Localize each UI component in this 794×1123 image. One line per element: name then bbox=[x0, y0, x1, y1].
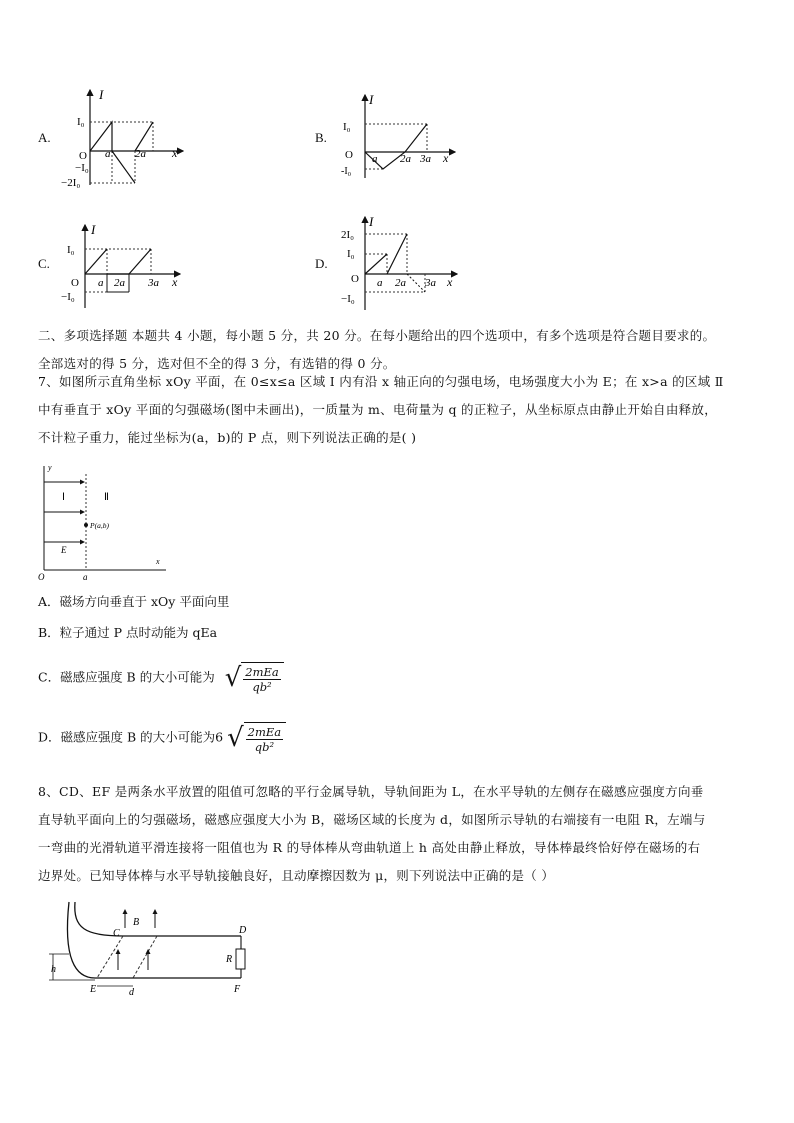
svg-text:I₀: I₀ bbox=[77, 116, 85, 128]
svg-text:R: R bbox=[226, 954, 233, 965]
svg-text:O: O bbox=[345, 149, 353, 161]
svg-text:x: x bbox=[172, 275, 178, 289]
svg-text:a: a bbox=[372, 153, 378, 165]
svg-text:x: x bbox=[156, 557, 160, 566]
svg-text:I₀: I₀ bbox=[347, 248, 355, 260]
graph-option-c bbox=[55, 220, 190, 310]
graph-option-b bbox=[335, 90, 465, 180]
option-c-label: C. bbox=[38, 256, 50, 271]
svg-text:3a: 3a bbox=[148, 277, 159, 289]
svg-text:E: E bbox=[61, 545, 67, 555]
svg-text:a: a bbox=[377, 277, 383, 289]
question-8-stem: 8、CD、EF 是两条水平放置的阻值可忽略的平行金属导轨，导轨间距为 L，在水平导轨的左侧存在磁感应强度方向垂 直导轨平面向上的匀强磁场，磁感应强度大小为 B，磁场区域的长度为 d，如图所示导轨的右端接有一电阻 R，左端与 一弯曲的光滑轨道平滑连接将一阻值也为 R 的导体棒从弯曲轨道上 h 高处由静止释放，导体棒最终恰好停在磁场的右 边界处。已知导体棒与水平导轨接触良好，且动摩擦因数为 μ，则下列说法中正确的是（ ） bbox=[38, 784, 706, 883]
svg-text:O: O bbox=[71, 277, 79, 289]
svg-text:2a: 2a bbox=[395, 277, 406, 289]
svg-text:C: C bbox=[113, 928, 120, 939]
question-7-figure bbox=[36, 462, 176, 584]
svg-text:I: I bbox=[369, 214, 374, 229]
svg-text:-I₀: -I₀ bbox=[341, 166, 352, 177]
svg-text:−I₀: −I₀ bbox=[61, 291, 75, 303]
option-a-label: A. bbox=[38, 130, 51, 145]
axis-i-label: I bbox=[99, 87, 104, 102]
option-b-label: B. bbox=[315, 130, 327, 145]
svg-text:P(a,b): P(a,b) bbox=[90, 521, 109, 530]
q7-option-d: D．磁感应强度 B 的大小可能为6 √ $\frac{\text{2mEa}}{\text{qb²}}$ bbox=[38, 722, 286, 754]
svg-text:2a: 2a bbox=[135, 148, 146, 160]
svg-text:O: O bbox=[79, 150, 87, 162]
svg-text:O: O bbox=[351, 273, 359, 285]
svg-text:h: h bbox=[51, 964, 56, 975]
section2-heading: 二、多项选择题 本题共 4 小题，每小题 5 分，共 20 分。在每小题给出的四个选项中，有多个选项是符合题目要求的。 全部选对的得 5 分，选对但不全的得 3 分，有选错的得 0 分。 bbox=[38, 328, 716, 371]
svg-text:x: x bbox=[443, 151, 449, 165]
svg-text:x: x bbox=[172, 146, 178, 160]
svg-text:Ⅱ: Ⅱ bbox=[104, 492, 109, 503]
svg-text:I: I bbox=[369, 92, 374, 107]
svg-text:2a: 2a bbox=[114, 277, 125, 289]
svg-text:O: O bbox=[38, 572, 45, 582]
graph-option-d bbox=[335, 212, 465, 312]
svg-text:2a: 2a bbox=[400, 153, 411, 165]
svg-text:E: E bbox=[90, 984, 97, 995]
svg-text:a: a bbox=[105, 148, 111, 160]
svg-text:x: x bbox=[447, 275, 453, 289]
q7-option-b: B．粒子通过 P 点时动能为 qEa bbox=[38, 625, 218, 640]
svg-text:2I₀: 2I₀ bbox=[341, 229, 354, 241]
svg-text:I₀: I₀ bbox=[67, 244, 75, 256]
svg-text:3a: 3a bbox=[420, 153, 431, 165]
svg-text:−I₀: −I₀ bbox=[341, 293, 355, 305]
svg-text:−2I₀: −2I₀ bbox=[61, 177, 81, 189]
svg-text:I: I bbox=[91, 222, 96, 237]
svg-text:d: d bbox=[129, 987, 134, 998]
q7-option-c: C．磁感应强度 B 的大小可能为 √ $\frac{\text{2mEa}}{\text{qb²}}$ bbox=[38, 662, 284, 694]
svg-text:−I₀: −I₀ bbox=[75, 162, 89, 174]
question-8-figure bbox=[45, 898, 260, 998]
q7-option-a: A．磁场方向垂直于 xOy 平面向里 bbox=[38, 594, 230, 609]
question-7-stem: 7、如图所示直角坐标 xOy 平面，在 0≤x≤a 区域 Ⅰ 内有沿 x 轴正向的匀强电场，电场强度大小为 E；在 x>a 的区域 Ⅱ 中有垂直于 xOy 平面的匀强磁场(图中未画出)，一质量为 m、电荷量为 q 的正粒子，从坐标原点由静止开始自由释放， 不计粒子重力，能过坐标为(a，b)的 P 点，则下列说法正确的是( ) bbox=[38, 374, 724, 445]
svg-text:y: y bbox=[48, 463, 52, 472]
svg-text:D: D bbox=[239, 925, 247, 936]
svg-text:a: a bbox=[98, 277, 104, 289]
svg-text:I₀: I₀ bbox=[343, 121, 351, 133]
svg-text:Ⅰ: Ⅰ bbox=[62, 492, 65, 503]
svg-text:3a: 3a bbox=[425, 277, 436, 289]
svg-text:B: B bbox=[133, 917, 140, 928]
svg-text:F: F bbox=[234, 984, 241, 995]
option-d-label: D. bbox=[315, 256, 328, 271]
graph-option-a bbox=[55, 85, 205, 195]
svg-text:a: a bbox=[83, 572, 88, 582]
